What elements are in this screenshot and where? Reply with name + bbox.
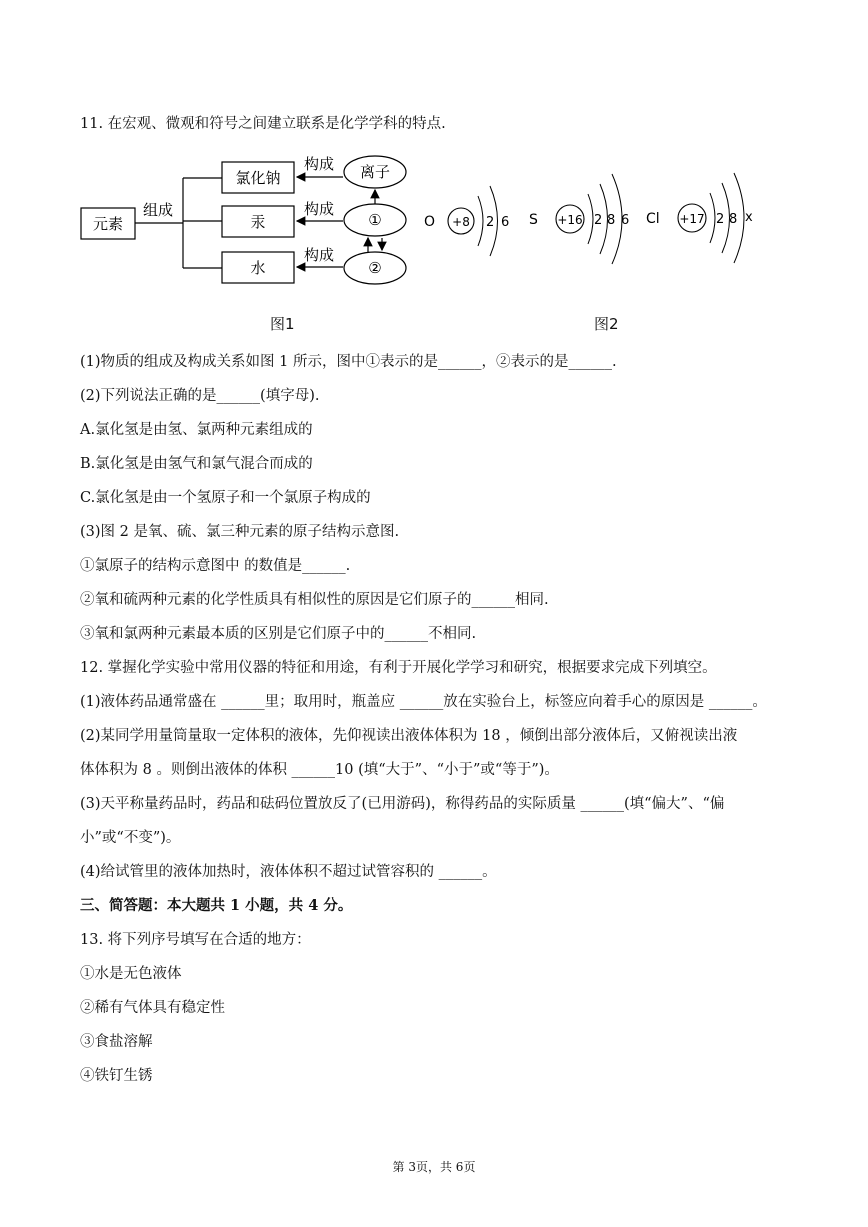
q12-part3-line2: 小”或“不变”)。 (80, 830, 181, 846)
constitute-label-2: 构成 (304, 200, 335, 218)
q13-stem: 13. 将下列序号填写在合适的地方： (80, 932, 311, 948)
q13-item-2: ②稀有气体具有稳定性 (80, 1000, 225, 1016)
q11-figures (0, 0, 868, 340)
q11-stem: 11. 在宏观、微观和符号之间建立联系是化学学科的特点. (80, 116, 446, 132)
q11-option-a: A.氯化氢是由氢、氯两种元素组成的 (80, 422, 313, 438)
q12-part1: (1)液体药品通常盛在 ______里；取用时，瓶盖应 ______放在实验台上，标签应向着手心的原因是 ______。 (80, 694, 767, 710)
constitute-label-3: 构成 (304, 246, 335, 264)
q11-part3-3: ③氧和氯两种元素最本质的区别是它们原子中的______不相同. (80, 626, 477, 642)
q12-stem: 12. 掌握化学实验中常用仪器的特征和用途，有利于开展化学学习和研究，根据要求完成下列填空。 (80, 660, 717, 676)
water-label: 水 (250, 259, 266, 277)
element-label: 元素 (92, 215, 124, 233)
section-3-heading: 三、简答题：本大题共 1 小题，共 4 分。 (80, 897, 353, 914)
oxygen-shell-1-count: 2 (486, 215, 495, 230)
sulfur-nucleus-charge: +16 (557, 213, 583, 227)
ion-label: 离子 (359, 163, 391, 181)
figure-2-diagram (424, 173, 753, 264)
figure-2-caption: 图2 (594, 315, 619, 333)
chlorine-shell-3-count: x (745, 210, 753, 225)
q11-part1: (1)物质的组成及构成关系如图 1 所示，图中①表示的是______，②表示的是______. (80, 354, 617, 370)
oxygen-shell-1 (478, 196, 483, 246)
q12-part3-line1: (3)天平称量药品时，药品和砝码位置放反了(已用游码)，称得药品的实际质量 ______(填“偏大”、“偏 (80, 796, 725, 812)
q13-item-3: ③食盐溶解 (80, 1034, 153, 1050)
sulfur-shell-1-count: 2 (594, 213, 603, 228)
q12-part4: (4)给试管里的液体加热时，液体体积不超过试管容积的 ______。 (80, 864, 497, 880)
compose-label: 组成 (143, 201, 174, 219)
q11-option-c: C.氯化氢是由一个氢原子和一个氯原子构成的 (80, 490, 371, 506)
sulfur-symbol: S (529, 212, 538, 228)
q11-part3: (3)图 2 是氧、硫、氯三种元素的原子结构示意图. (80, 524, 400, 540)
chlorine-symbol: Cl (646, 211, 660, 227)
mercury-label: 汞 (250, 213, 266, 231)
q12-part2-line2: 体体积为 8 。则倒出液体的体积 ______10 (填“大于”、“小于”或“等于”)。 (80, 762, 559, 778)
oxygen-symbol: O (424, 214, 436, 230)
particle-2-label: ② (368, 259, 382, 277)
q11-part3-1: ①氯原子的结构示意图中 的数值是______. (80, 558, 351, 574)
sulfur-shell-3-count: 6 (621, 213, 630, 228)
page-footer: 第 3页，共 6页 (392, 1160, 476, 1174)
q13-item-1: ①水是无色液体 (80, 966, 182, 982)
figure-1-caption: 图1 (270, 315, 295, 333)
nacl-label: 氯化钠 (235, 169, 281, 187)
chlorine-shell-2-count: 8 (729, 212, 738, 227)
chlorine-shell-1 (710, 193, 715, 243)
sulfur-shell-1 (588, 194, 593, 244)
chlorine-shell-1-count: 2 (716, 212, 725, 227)
oxygen-nucleus-charge: +8 (452, 215, 470, 229)
q11-part2: (2)下列说法正确的是______(填字母). (80, 388, 320, 404)
q11-option-b: B.氯化氢是由氢气和氯气混合而成的 (80, 456, 313, 472)
sulfur-shell-2-count: 8 (607, 213, 616, 228)
chlorine-nucleus-charge: +17 (679, 212, 705, 226)
q11-part3-2: ②氧和硫两种元素的化学性质具有相似性的原因是它们原子的______相同. (80, 592, 549, 608)
oxygen-shell-2-count: 6 (501, 215, 510, 230)
q13-item-4: ④铁钉生锈 (80, 1068, 153, 1084)
particle-1-label: ① (368, 211, 382, 229)
q12-part2-line1: (2)某同学用量筒量取一定体积的液体，先仰视读出液体体积为 18 ，倾倒出部分液体后，又俯视读出液 (80, 728, 738, 744)
constitute-label-1: 构成 (304, 155, 335, 173)
